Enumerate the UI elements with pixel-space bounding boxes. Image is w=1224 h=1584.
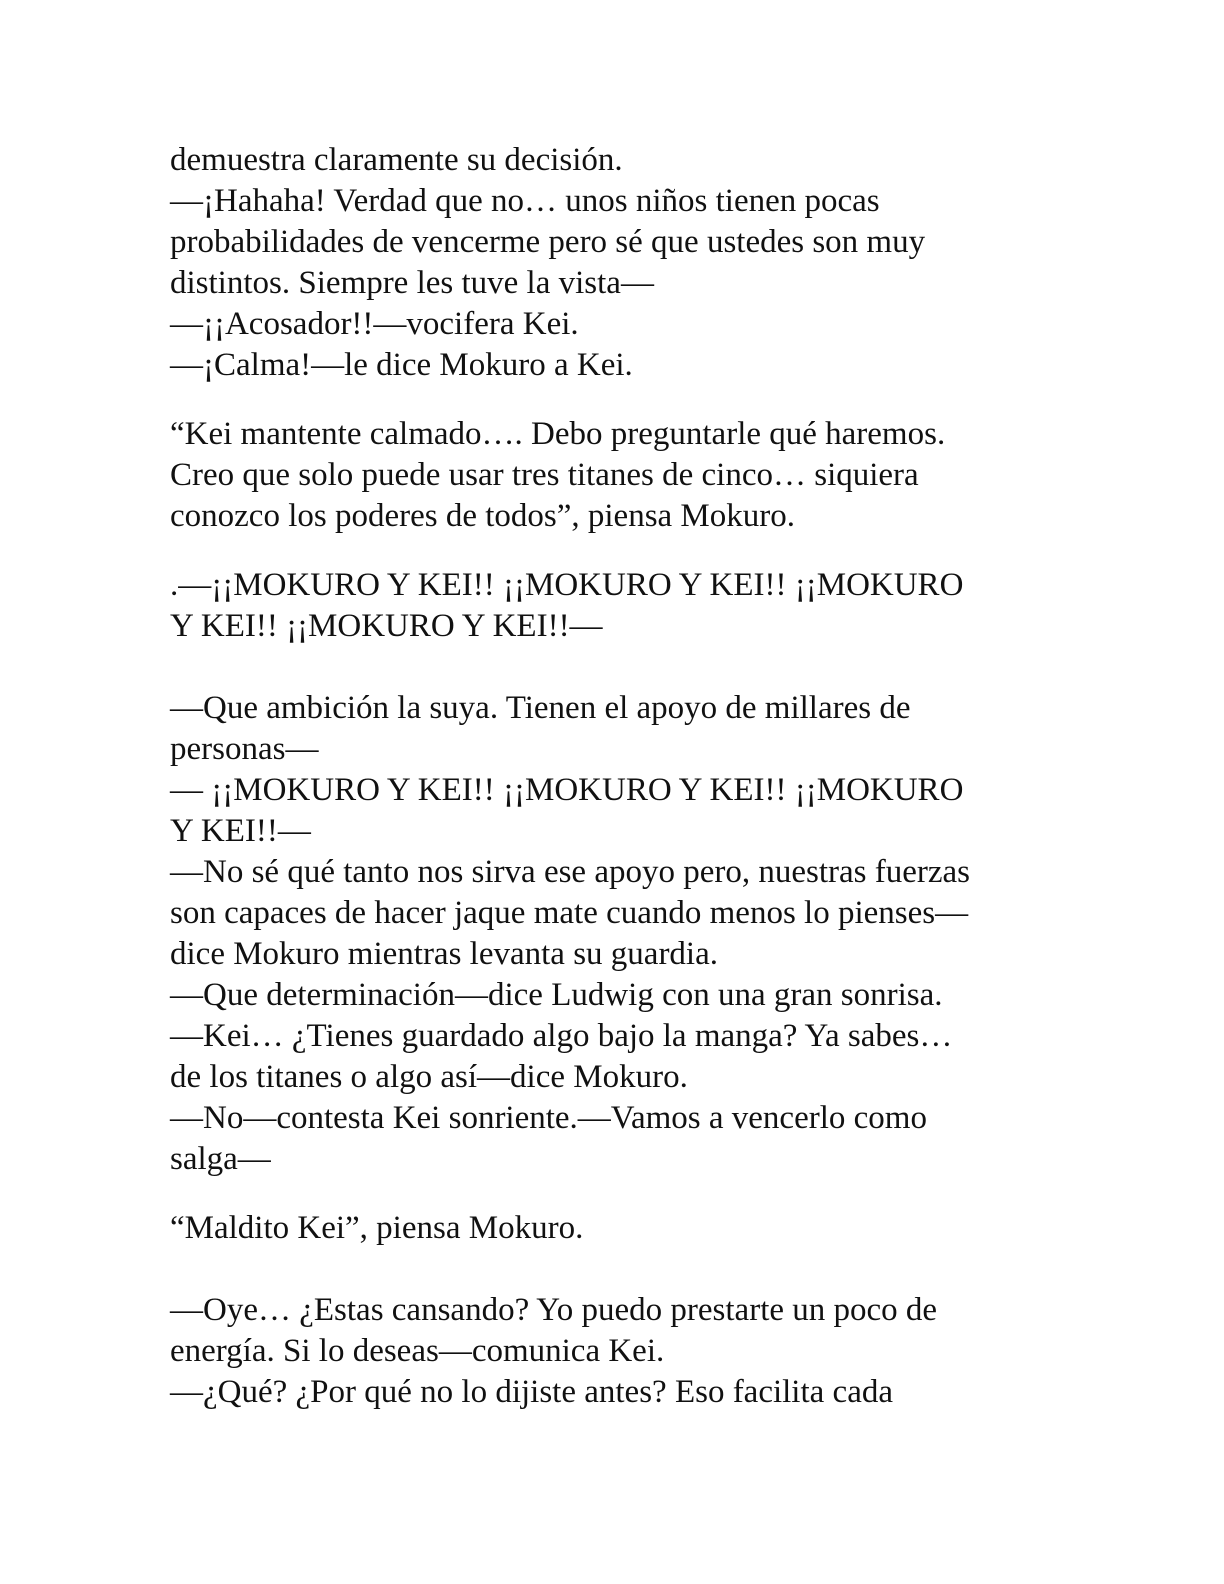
- text-line: de los titanes o algo así—dice Mokuro.: [170, 1059, 688, 1095]
- paragraph-gap: [170, 386, 1050, 414]
- body-text: [170, 140, 1050, 1413]
- text-line: “Kei mantente calmado…. Debo preguntarle qué haremos.: [170, 416, 946, 452]
- text-line: —Que ambición la suya. Tienen el apoyo de millares de: [170, 690, 911, 726]
- text-line: salga—: [170, 1141, 271, 1177]
- text-line: —Que determinación—dice Ludwig con una gran sonrisa.: [170, 977, 943, 1013]
- text-line: —Kei… ¿Tienes guardado algo bajo la manga? Ya sabes…: [170, 1018, 953, 1054]
- text-line: —¡Hahaha! Verdad que no… unos niños tienen pocas: [170, 183, 880, 219]
- text-line: Creo que solo puede usar tres titanes de cinco… siquiera: [170, 457, 919, 493]
- text-line: energía. Si lo deseas—comunica Kei.: [170, 1333, 665, 1369]
- text-line: —¿Qué? ¿Por qué no lo dijiste antes? Eso facilita cada: [170, 1374, 893, 1410]
- text-line: demuestra claramente su decisión.: [170, 142, 623, 178]
- text-line: Y KEI!! ¡¡MOKURO Y KEI!!—: [170, 608, 603, 644]
- text-line: —Oye… ¿Estas cansando? Yo puedo prestarte un poco de: [170, 1292, 938, 1328]
- text-line: “Maldito Kei”, piensa Mokuro.: [170, 1210, 584, 1246]
- paragraph-gap: [170, 1249, 1050, 1290]
- text-line: .—¡¡MOKURO Y KEI!! ¡¡MOKURO Y KEI!! ¡¡MOKURO: [170, 567, 964, 603]
- text-line: probabilidades de vencerme pero sé que ustedes son muy: [170, 224, 926, 260]
- text-line: — ¡¡MOKURO Y KEI!! ¡¡MOKURO Y KEI!! ¡¡MOKURO: [170, 772, 964, 808]
- text-line: —¡¡Acosador!!—vocifera Kei.: [170, 306, 579, 342]
- paragraph-gap: [170, 647, 1050, 688]
- text-line: personas—: [170, 731, 319, 767]
- text-line: —¡Calma!—le dice Mokuro a Kei.: [170, 347, 633, 383]
- text-line: son capaces de hacer jaque mate cuando menos lo pienses—: [170, 895, 969, 931]
- text-line: dice Mokuro mientras levanta su guardia.: [170, 936, 718, 972]
- paragraph-gap: [170, 537, 1050, 565]
- text-line: conozco los poderes de todos”, piensa Mokuro.: [170, 498, 796, 534]
- paragraph-gap: [170, 1180, 1050, 1208]
- text-line: —No—contesta Kei sonriente.—Vamos a vencerlo como: [170, 1100, 927, 1136]
- text-line: —No sé qué tanto nos sirva ese apoyo pero, nuestras fuerzas: [170, 854, 971, 890]
- text-line: distintos. Siempre les tuve la vista—: [170, 265, 654, 301]
- text-line: Y KEI!!—: [170, 813, 311, 849]
